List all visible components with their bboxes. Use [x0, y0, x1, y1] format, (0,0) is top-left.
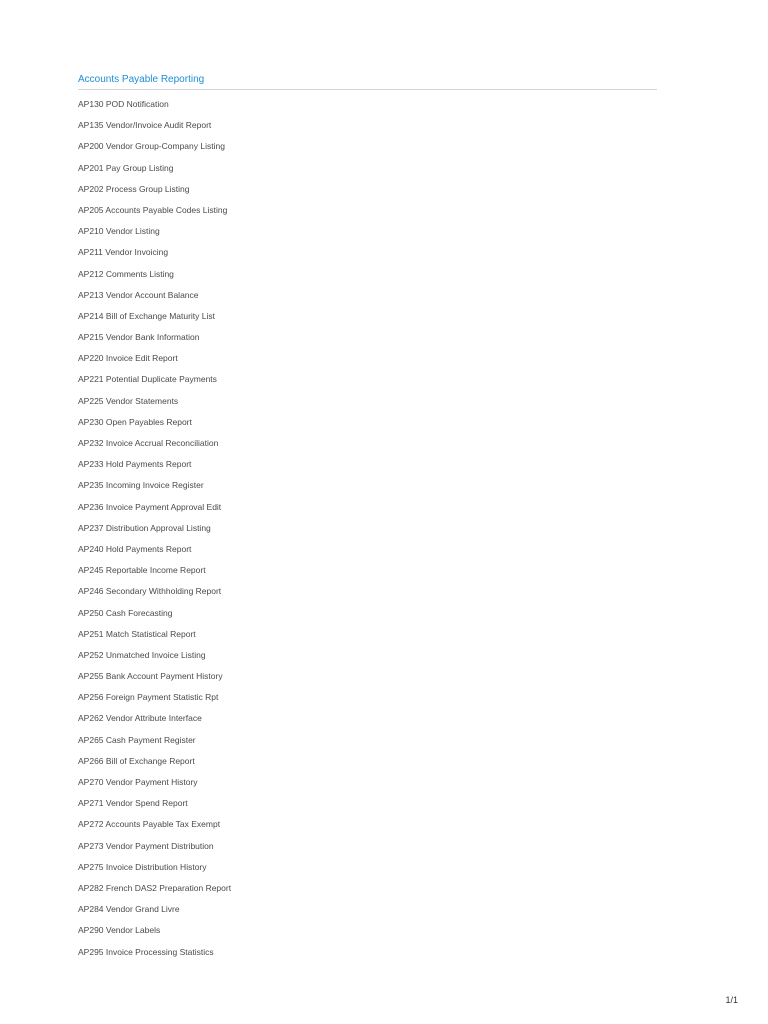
report-list-item: AP220 Invoice Edit Report — [78, 353, 178, 364]
report-list-item: AP251 Match Statistical Report — [78, 628, 196, 639]
report-list-item: AP201 Pay Group Listing — [78, 162, 174, 173]
report-list-item: AP212 Comments Listing — [78, 268, 174, 279]
report-list-item: AP256 Foreign Payment Statistic Rpt — [78, 692, 219, 703]
report-list-item: AP240 Hold Payments Report — [78, 543, 192, 554]
report-list-item: AP202 Process Group Listing — [78, 183, 190, 194]
report-list-item: AP135 Vendor/Invoice Audit Report — [78, 120, 212, 131]
report-list-item: AP230 Open Payables Report — [78, 416, 192, 427]
report-list-item: AP246 Secondary Withholding Report — [78, 586, 222, 597]
report-list-item: AP211 Vendor Invoicing — [78, 247, 169, 258]
report-list-item: AP275 Invoice Distribution History — [78, 861, 207, 872]
page-number: 1/1 — [725, 995, 738, 1005]
report-list-item: AP262 Vendor Attribute Interface — [78, 713, 202, 724]
report-list-item: AP245 Reportable Income Report — [78, 565, 206, 576]
report-list-item: AP252 Unmatched Invoice Listing — [78, 649, 206, 660]
report-list-item: AP250 Cash Forecasting — [78, 607, 173, 618]
report-list-item: AP232 Invoice Accrual Reconciliation — [78, 438, 219, 448]
page-title: Accounts Payable Reporting — [78, 74, 205, 85]
report-list-item: AP255 Bank Account Payment History — [78, 671, 223, 682]
report-list-item: AP233 Hold Payments Report — [78, 459, 192, 470]
report-list-item: AP273 Vendor Payment Distribution — [78, 840, 214, 851]
report-list-item: AP270 Vendor Payment History — [78, 777, 198, 787]
report-list-item: AP213 Vendor Account Balance — [78, 289, 199, 300]
report-list-item: AP236 Invoice Payment Approval Edit — [78, 501, 222, 512]
report-list-item: AP221 Potential Duplicate Payments — [78, 374, 217, 385]
report-list-item: AP290 Vendor Labels — [78, 925, 161, 936]
report-list-item: AP271 Vendor Spend Report — [78, 798, 188, 809]
report-list-item: AP205 Accounts Payable Codes Listing — [78, 204, 228, 215]
report-list-item: AP225 Vendor Statements — [78, 395, 179, 406]
report-list-item: AP235 Incoming Invoice Register — [78, 480, 204, 491]
report-list — [78, 97, 231, 966]
report-list-item: AP214 Bill of Exchange Maturity List — [78, 310, 216, 321]
report-list-item: AP295 Invoice Processing Statistics — [78, 946, 214, 957]
report-list-item: AP265 Cash Payment Register — [78, 734, 196, 745]
report-list-item: AP210 Vendor Listing — [78, 226, 160, 237]
report-list-item: AP215 Vendor Bank Information — [78, 332, 200, 343]
report-list-item: AP266 Bill of Exchange Report — [78, 755, 195, 766]
report-list-item: AP200 Vendor Group-Company Listing — [78, 141, 225, 152]
report-list-item: AP272 Accounts Payable Tax Exempt — [78, 819, 221, 830]
title-divider — [78, 89, 657, 90]
report-list-item: AP237 Distribution Approval Listing — [78, 522, 211, 533]
report-list-item: AP284 Vendor Grand Livre — [78, 904, 180, 915]
report-list-item: AP130 POD Notification — [78, 99, 169, 109]
report-list-item: AP282 French DAS2 Preparation Report — [78, 882, 232, 893]
